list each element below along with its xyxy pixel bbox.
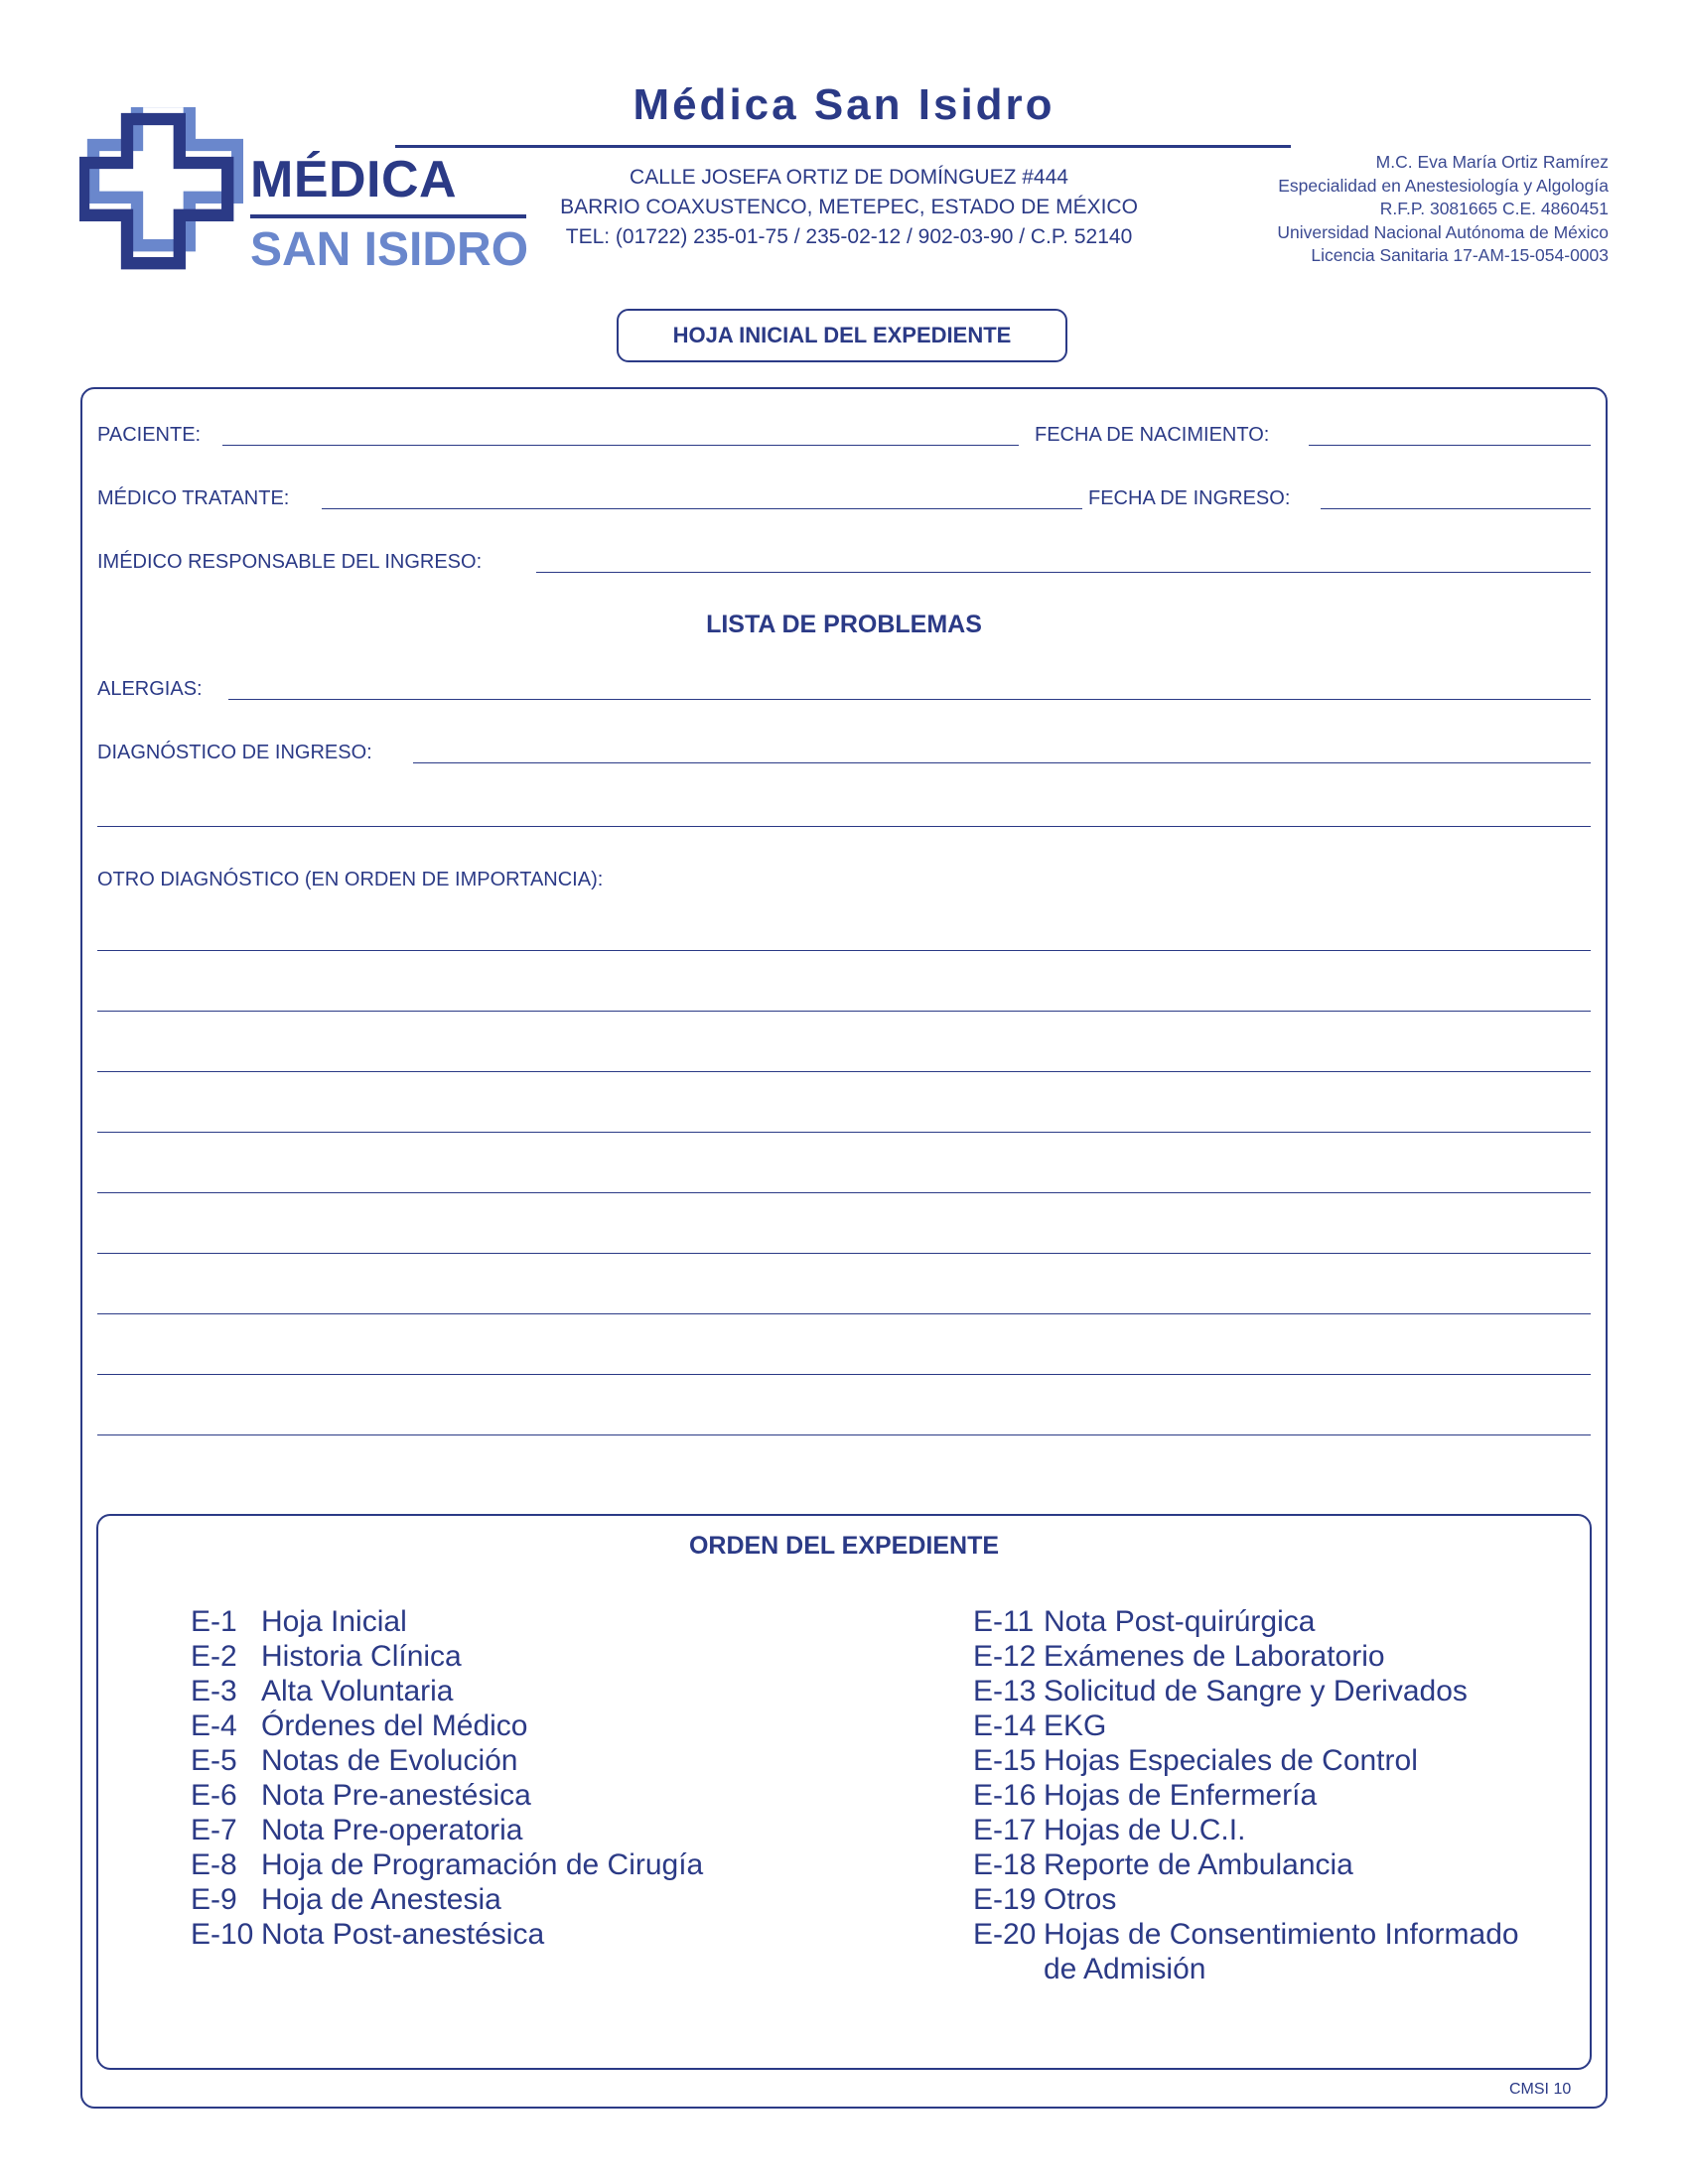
- otro-diagnostico-line[interactable]: [97, 950, 1591, 951]
- otro-diagnostico-line[interactable]: [97, 1132, 1591, 1133]
- item-code: E-7: [191, 1814, 237, 1846]
- item-label: Nota Pre-operatoria: [261, 1814, 523, 1846]
- item-code: E-2: [191, 1640, 237, 1673]
- fecha-ingreso-field[interactable]: [1321, 508, 1591, 509]
- list-item: [973, 1882, 1519, 1917]
- medico-tratante-field[interactable]: [322, 508, 1082, 509]
- item-label: Hoja de Anestesia: [261, 1883, 501, 1916]
- list-item: [191, 1743, 703, 1778]
- item-label: Hojas de Consentimiento Informado: [1044, 1918, 1519, 1951]
- item-label: Hojas de Enfermería: [1044, 1779, 1318, 1812]
- otro-diagnostico-line[interactable]: [97, 1374, 1591, 1375]
- paciente-label: PACIENTE:: [97, 424, 202, 446]
- list-item: [191, 1674, 703, 1708]
- alergias-label: ALERGIAS:: [97, 678, 203, 700]
- item-label: Nota Pre-anestésica: [261, 1779, 531, 1812]
- item-label: EKG: [1044, 1709, 1107, 1742]
- item-label: Exámenes de Laboratorio: [1044, 1640, 1385, 1673]
- otro-diagnostico-label: OTRO DIAGNÓSTICO (EN ORDEN DE IMPORTANCIA):: [97, 869, 604, 890]
- item-label: Nota Post-quirúrgica: [1044, 1605, 1316, 1638]
- list-item: [973, 1847, 1519, 1882]
- item-label: Historia Clínica: [261, 1640, 462, 1673]
- otro-diagnostico-line[interactable]: [97, 1192, 1591, 1193]
- list-item: [191, 1639, 703, 1674]
- item-code: E-9: [191, 1883, 237, 1916]
- item-label: Hoja de Programación de Cirugía: [261, 1848, 704, 1881]
- list-item: [973, 1604, 1519, 1639]
- otro-diagnostico-line[interactable]: [97, 1313, 1591, 1314]
- item-code: E-14: [973, 1709, 1037, 1742]
- item-label: Reporte de Ambulancia: [1044, 1848, 1353, 1881]
- fecha-ingreso-label: FECHA DE INGRESO:: [1088, 487, 1291, 509]
- diagnostico-ingreso-line-2[interactable]: [97, 826, 1591, 827]
- list-item: [191, 1813, 703, 1847]
- item-code: E-1: [191, 1605, 237, 1638]
- orden-list-right: [973, 1604, 1519, 1986]
- item-code: E-8: [191, 1848, 237, 1881]
- item-label: Órdenes del Médico: [261, 1709, 528, 1742]
- item-code: E-13: [973, 1675, 1037, 1707]
- doctor-line: Universidad Nacional Autónoma de México: [1277, 221, 1609, 242]
- list-item: [973, 1743, 1519, 1778]
- list-item: [191, 1847, 703, 1882]
- otro-diagnostico-line[interactable]: [97, 1434, 1591, 1435]
- item-label: Solicitud de Sangre y Derivados: [1044, 1675, 1468, 1707]
- list-item: [973, 1708, 1519, 1743]
- item-label: Hojas de U.C.I.: [1044, 1814, 1246, 1846]
- item-label: Hojas Especiales de Control: [1044, 1744, 1418, 1777]
- brand-divider: [395, 145, 1291, 148]
- doctor-line: Licencia Sanitaria 17-AM-15-054-0003: [1311, 245, 1609, 265]
- otro-diagnostico-line[interactable]: [97, 1011, 1591, 1012]
- logo-divider: [250, 214, 526, 218]
- orden-title: ORDEN DEL EXPEDIENTE: [688, 1532, 1000, 1560]
- diagnostico-ingreso-label: DIAGNÓSTICO DE INGRESO:: [97, 742, 372, 763]
- address-line: CALLE JOSEFA ORTIZ DE DOMÍNGUEZ #444: [630, 166, 1068, 189]
- list-item: [973, 1778, 1519, 1813]
- problems-title: LISTA DE PROBLEMAS: [706, 611, 982, 638]
- address-block: [536, 163, 1162, 252]
- list-item: [191, 1882, 703, 1917]
- list-item: [191, 1708, 703, 1743]
- item-code: E-15: [973, 1744, 1037, 1777]
- medical-cross-logo-icon: [79, 107, 243, 271]
- item-code: E-3: [191, 1675, 237, 1707]
- doctor-line: Especialidad en Anestesiología y Algología: [1278, 175, 1609, 196]
- doctor-line: R.F.P. 3081665 C.E. 4860451: [1379, 199, 1609, 218]
- list-item: [191, 1778, 703, 1813]
- item-label: Hoja Inicial: [261, 1605, 407, 1638]
- orden-list-left: [191, 1604, 703, 1952]
- item-code: [973, 1952, 1044, 1986]
- paciente-field[interactable]: [222, 445, 1019, 446]
- item-label: Nota Post-anestésica: [261, 1918, 545, 1951]
- list-item: [973, 1674, 1519, 1708]
- medico-tratante-label: MÉDICO TRATANTE:: [97, 487, 290, 509]
- otro-diagnostico-line[interactable]: [97, 1253, 1591, 1254]
- list-item: [973, 1917, 1519, 1952]
- fecha-nacimiento-label: FECHA DE NACIMIENTO:: [1035, 424, 1270, 446]
- list-item: [973, 1639, 1519, 1674]
- logo-text-medica: MÉDICA: [250, 151, 458, 208]
- brand-name: Médica San Isidro: [633, 80, 1055, 129]
- doctor-info: [1182, 151, 1609, 268]
- address-line: TEL: (01722) 235-01-75 / 235-02-12 / 902-03-90 / C.P. 52140: [565, 225, 1133, 248]
- item-code: E-11: [973, 1605, 1035, 1638]
- item-code: E-5: [191, 1744, 237, 1777]
- list-item: [191, 1604, 703, 1639]
- item-code: E-6: [191, 1779, 237, 1812]
- item-label: Notas de Evolución: [261, 1744, 518, 1777]
- item-code: E-4: [191, 1709, 237, 1742]
- item-code: E-10: [191, 1918, 254, 1951]
- item-code: E-18: [973, 1848, 1037, 1881]
- item-label: Alta Voluntaria: [261, 1675, 454, 1707]
- item-label: Otros: [1044, 1883, 1117, 1916]
- list-item: [973, 1813, 1519, 1847]
- form-code: CMSI 10: [1509, 2081, 1572, 2098]
- diagnostico-ingreso-field[interactable]: [413, 762, 1591, 763]
- fecha-nacimiento-field[interactable]: [1309, 445, 1591, 446]
- item-code: E-19: [973, 1883, 1037, 1916]
- doctor-line: M.C. Eva María Ortiz Ramírez: [1375, 152, 1609, 172]
- logo-text-san-isidro: SAN ISIDRO: [250, 223, 529, 276]
- item-code: E-20: [973, 1918, 1037, 1951]
- medico-responsable-field[interactable]: [536, 572, 1591, 573]
- medico-responsable-label: IMÉDICO RESPONSABLE DEL INGRESO:: [97, 551, 483, 573]
- item-code: E-12: [973, 1640, 1037, 1673]
- item-code: E-16: [973, 1779, 1037, 1812]
- item-label: de Admisión: [1044, 1953, 1206, 1985]
- list-item-continuation: [973, 1952, 1519, 1986]
- list-item: [191, 1917, 703, 1952]
- alergias-field[interactable]: [228, 699, 1591, 700]
- form-title: HOJA INICIAL DEL EXPEDIENTE: [617, 309, 1067, 362]
- address-line: BARRIO COAXUSTENCO, METEPEC, ESTADO DE MÉXICO: [560, 196, 1138, 218]
- item-code: E-17: [973, 1814, 1037, 1846]
- otro-diagnostico-line[interactable]: [97, 1071, 1591, 1072]
